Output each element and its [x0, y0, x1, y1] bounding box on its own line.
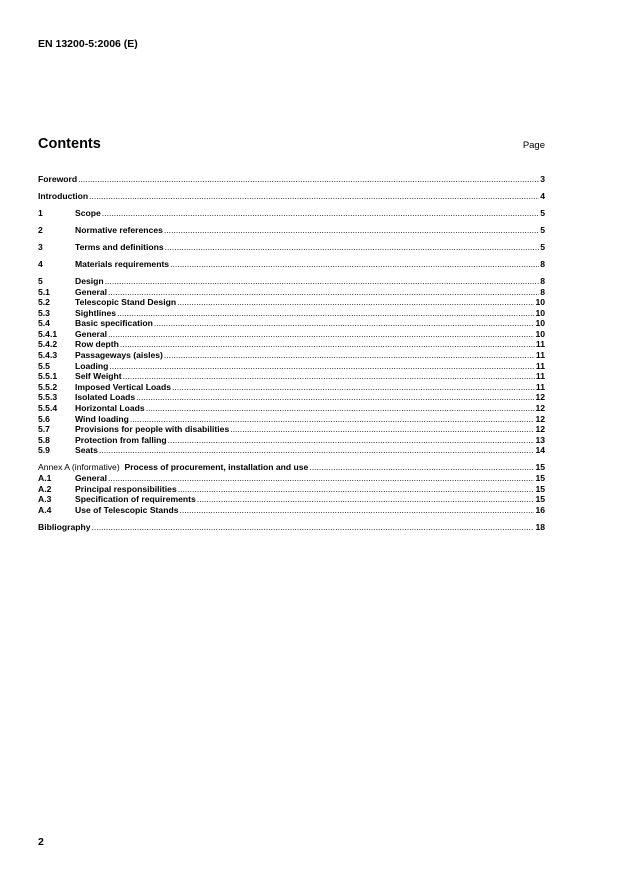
- toc-entry-page: 10: [535, 328, 545, 339]
- toc-entry-page: 12: [535, 424, 545, 435]
- toc-entry[interactable]: [38, 287, 545, 298]
- toc-entry-title: General: [75, 328, 108, 339]
- toc-entry-page: 11: [535, 350, 545, 361]
- toc-entry[interactable]: [38, 361, 545, 372]
- toc-entry-number: 5.4.3: [38, 350, 58, 361]
- toc-entry[interactable]: [38, 424, 545, 435]
- toc-entry-title: Specification of requirements: [75, 494, 196, 505]
- toc-entry-page: 10: [535, 318, 545, 329]
- toc-entry[interactable]: [38, 392, 545, 403]
- toc-entry-page: 10: [535, 297, 545, 308]
- dot-leader: [154, 318, 535, 329]
- toc-entry-page: 14: [535, 445, 545, 456]
- toc-entry[interactable]: [38, 329, 545, 340]
- dot-leader: [123, 371, 535, 382]
- dot-leader: [230, 424, 534, 435]
- toc-entry-page: 10: [535, 307, 545, 318]
- dot-leader: [170, 259, 539, 270]
- dot-leader: [165, 242, 540, 253]
- toc-entry[interactable]: [38, 484, 545, 495]
- toc-entry[interactable]: [38, 174, 545, 185]
- toc-entry-title: Use of Telescopic Stands: [75, 504, 179, 515]
- toc-entry-title: Introduction: [38, 190, 89, 201]
- toc-entry-number: A.4: [38, 504, 52, 515]
- toc-entry-number: 5.8: [38, 434, 50, 445]
- toc-entry-title: Row depth: [75, 339, 119, 350]
- dot-leader: [102, 208, 539, 219]
- toc-entry-number: 5.3: [38, 307, 50, 318]
- dot-leader: [117, 308, 534, 319]
- toc-entry-page: 8: [540, 275, 545, 286]
- toc-entry-title: Design: [75, 275, 104, 286]
- document-id: EN 13200-5:2006 (E): [38, 38, 138, 50]
- toc-entry[interactable]: [38, 318, 545, 329]
- toc-entry-number: A.2: [38, 483, 52, 494]
- toc-entry-page: 12: [535, 403, 545, 414]
- toc-entry-page: 8: [540, 258, 545, 269]
- toc-entry-title: Provisions for people with disabilities: [75, 424, 230, 435]
- toc-entry[interactable]: [38, 208, 545, 219]
- toc-entry-page: 11: [535, 339, 545, 350]
- page-number: 2: [38, 836, 44, 848]
- toc-entry[interactable]: [38, 297, 545, 308]
- dot-leader: [164, 350, 535, 361]
- toc-entry-page: 3: [540, 174, 545, 184]
- toc-entry-number: 1: [38, 207, 43, 218]
- toc-entry[interactable]: [38, 308, 545, 319]
- toc-entry-number: 5.5: [38, 360, 50, 371]
- dot-leader: [168, 435, 535, 446]
- toc-entry-page: 15: [535, 494, 545, 505]
- toc-entry-title: Foreword: [38, 174, 78, 184]
- toc-entry-title: Normative references: [75, 224, 163, 235]
- toc-entry-number: 5.5.2: [38, 381, 58, 392]
- toc-entry-number: 4: [38, 258, 43, 269]
- toc-entry-title: Protection from falling: [75, 434, 167, 445]
- dot-leader: [89, 191, 539, 202]
- toc-entry-number: 5.4.1: [38, 328, 58, 339]
- dot-leader: [105, 276, 540, 287]
- page-column-label: Page: [522, 140, 545, 151]
- toc-entry-number: 5.9: [38, 445, 50, 456]
- toc-entry-page: 5: [540, 207, 545, 218]
- dot-leader: [108, 287, 539, 298]
- toc-entry[interactable]: [38, 225, 545, 236]
- toc-entry-page: 5: [540, 224, 545, 235]
- dot-leader: [197, 494, 535, 505]
- toc-entry-page: 5: [540, 241, 545, 252]
- dot-leader: [99, 445, 535, 456]
- contents-heading: Contents: [38, 136, 101, 152]
- dot-leader: [164, 225, 539, 236]
- toc-entry-title: Materials requirements: [75, 258, 170, 269]
- dot-leader: [120, 339, 535, 350]
- toc-entry[interactable]: [38, 382, 545, 393]
- toc-entry-title: Isolated Loads: [75, 392, 136, 403]
- toc-entry-title: Principal responsibilities: [75, 483, 177, 494]
- toc-entry-number: 5.4.2: [38, 339, 58, 350]
- toc-entry-page: 12: [535, 413, 545, 424]
- toc-entry-title: Wind loading: [75, 413, 129, 424]
- toc-entry-number: 5.6: [38, 413, 50, 424]
- toc-entry-page: 15: [535, 472, 545, 483]
- toc-entry-title: Scope: [75, 207, 101, 218]
- dot-leader: [177, 297, 534, 308]
- toc-entry[interactable]: [38, 505, 545, 516]
- toc-entry-title: Horizontal Loads: [75, 403, 145, 414]
- toc-entry-page: 16: [535, 504, 545, 515]
- toc-entry-page: 13: [535, 434, 545, 445]
- dot-leader: [108, 329, 534, 340]
- dot-leader: [109, 361, 534, 372]
- toc-entry-title: General: [75, 286, 108, 297]
- toc-entry-number: 5.2: [38, 297, 50, 308]
- toc-entry-number: 5.1: [38, 286, 50, 297]
- toc-entry-page: 15: [535, 483, 545, 494]
- toc-entry-page: 15: [535, 462, 545, 473]
- toc-entry-title: Bibliography: [38, 521, 91, 532]
- toc-entry-page: 8: [540, 286, 545, 297]
- toc-entry-number: A.3: [38, 494, 52, 505]
- toc-entry[interactable]: [38, 473, 545, 484]
- toc-entry[interactable]: [38, 522, 545, 533]
- toc-entry-title: Basic specification: [75, 318, 153, 329]
- toc-entry-title: Imposed Vertical Loads: [75, 381, 171, 392]
- toc-entry[interactable]: [38, 403, 545, 414]
- toc-entry-title-group: [38, 462, 309, 473]
- toc-entry[interactable]: [38, 462, 545, 473]
- toc-entry[interactable]: [38, 259, 545, 270]
- toc-entry-number: 5.7: [38, 424, 50, 435]
- dot-leader: [309, 462, 534, 473]
- toc-entry-title: Process of procurement, installation and use: [124, 462, 309, 473]
- toc-entry-title: Telescopic Stand Design: [75, 297, 177, 308]
- toc-entry-title: Self Weight: [75, 371, 122, 382]
- toc-entry-page: 4: [540, 190, 545, 201]
- toc-entry-number: 5.5.4: [38, 403, 58, 414]
- dot-leader: [92, 522, 535, 533]
- toc-entry[interactable]: [38, 191, 545, 202]
- toc-entry-title: General: [75, 472, 108, 483]
- toc-entry-number: 5: [38, 275, 43, 286]
- toc-entry-number: 3: [38, 241, 43, 252]
- toc-entry-number: 2: [38, 224, 43, 235]
- toc-entry-page: 18: [535, 521, 545, 532]
- toc-entry[interactable]: [38, 435, 545, 446]
- toc-entry-number: 5.4: [38, 318, 50, 329]
- toc-entry-page: 12: [535, 392, 545, 403]
- toc-entry[interactable]: [38, 242, 545, 253]
- toc-entry[interactable]: [38, 371, 545, 382]
- dot-leader: [108, 473, 534, 484]
- dot-leader: [172, 382, 535, 393]
- toc-entry-page: 11: [535, 371, 545, 382]
- toc-annex-label: Annex A (informative): [38, 462, 120, 473]
- dot-leader: [178, 484, 535, 495]
- toc-entry[interactable]: [38, 414, 545, 425]
- toc-entry[interactable]: [38, 339, 545, 350]
- toc-entry[interactable]: [38, 276, 545, 287]
- toc-entry[interactable]: [38, 350, 545, 361]
- toc-entry-number: A.1: [38, 472, 52, 483]
- toc-entry-title: Loading: [75, 360, 109, 371]
- dot-leader: [130, 414, 535, 425]
- toc-entry-number: 5.5.1: [38, 371, 58, 382]
- toc-entry[interactable]: [38, 445, 545, 456]
- toc-entry-page: 11: [535, 360, 545, 371]
- toc-entry-title: Seats: [75, 445, 98, 456]
- toc-entry-title: Terms and definitions: [75, 241, 164, 252]
- dot-leader: [136, 392, 534, 403]
- toc-entry-number: 5.5.3: [38, 392, 58, 403]
- dot-leader: [179, 505, 534, 516]
- toc-entry-title: Sightlines: [75, 307, 117, 318]
- toc-entry[interactable]: [38, 494, 545, 505]
- dot-leader: [78, 174, 539, 185]
- toc-entry-title: Passageways (aisles): [75, 350, 163, 361]
- table-of-contents: [38, 174, 545, 532]
- dot-leader: [146, 403, 535, 414]
- toc-entry-page: 11: [535, 381, 545, 392]
